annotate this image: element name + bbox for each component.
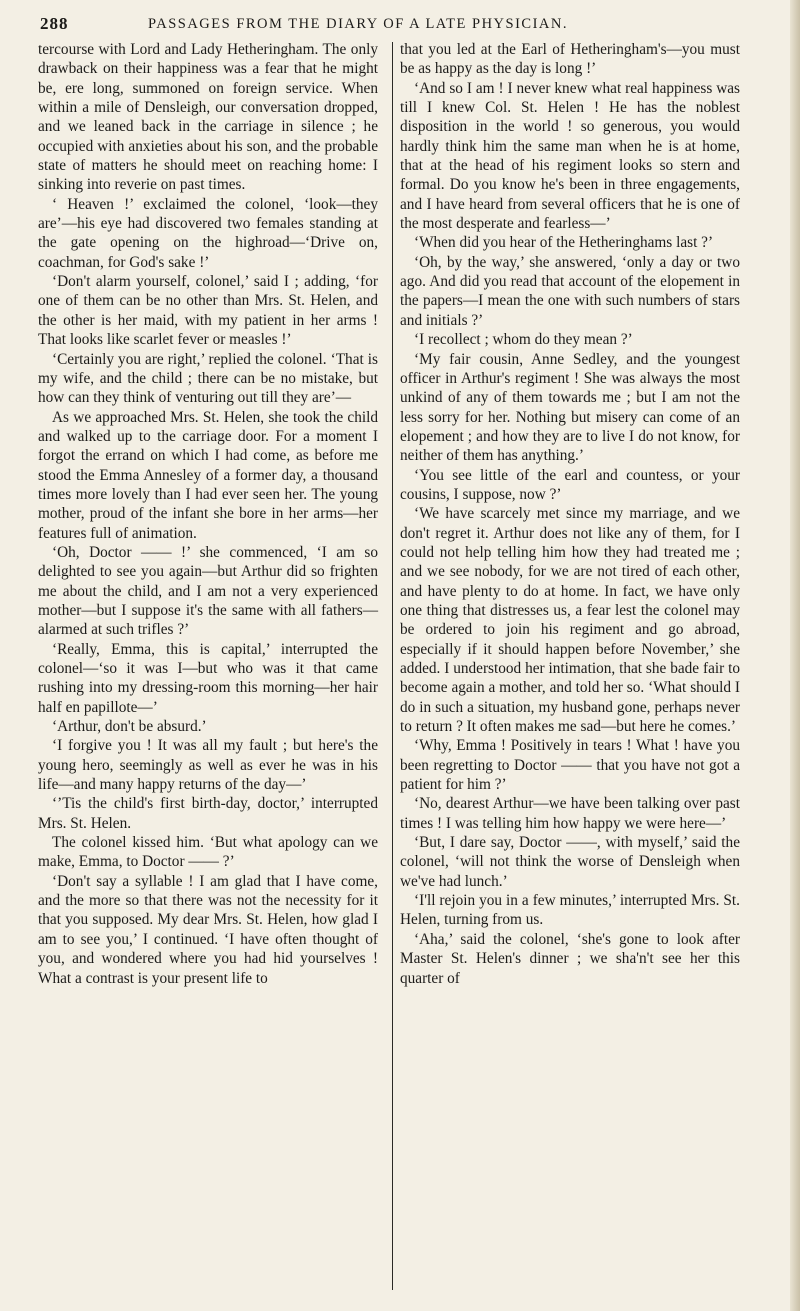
paragraph: ‘My fair cousin, Anne Sedley, and the youngest officer in Arthur's regiment ! She was always the most unkind of any of them towards me ; but I am not the less sorry for her. Nothing but misery can come of an elopement ; and how they are to live I do not know, for neither of them has anything.’ xyxy=(400,350,740,465)
paragraph: tercourse with Lord and Lady Hetheringham. The only drawback on their happiness was a fear that he might be, ere long, summoned on foreign service. When within a mile of Densleigh, our conversation dropped, and we leaned back in the carriage in silence ; he occupied with anxieties about his son, and the probable state of matters he should meet on reaching home: I sinking into reverie on past times. xyxy=(38,41,378,194)
paragraph: ‘I recollect ; whom do they mean ?’ xyxy=(414,331,633,349)
paragraph: ‘Oh, by the way,’ she answered, ‘only a day or two ago. And did you read that account of the elopement in the papers—I mean the one with such numbers of stars and initials ?’ xyxy=(400,253,740,329)
paragraph: ‘Certainly you are right,’ replied the colonel. ‘That is my wife, and the child ; there can be no mistake, but how can they think of venturing out till they are’— xyxy=(38,350,378,407)
paragraph: ‘We have scarcely met since my marriage, and we don't regret it. Arthur does not like any of them, for I could not help telling him how they had treated me ; and we see nobody, for we are not tired of each other, and have plenty to do at home. In fact, we have only one thing that distresses us, a fear lest the colonel may be ordered to join his regiment and go abroad, especially if it should happen before November,’ she added. I understood her intimation, that she bade fair to become again a mother, and told her so. ‘What should I do in such a situation, my husband gone, perhaps never to return ? It often makes me sad—but here he comes.’ xyxy=(400,505,740,736)
paragraph: ‘ Heaven !’ exclaimed the colonel, ‘look—they are’—his eye had discovered two females standing at the gate opening on the highroad—‘Drive on, coachman, for God's sake !’ xyxy=(38,195,378,271)
left-column xyxy=(38,40,378,988)
paragraph: ‘I'll rejoin you in a few minutes,’ interrupted Mrs. St. Helen, turning from us. xyxy=(400,892,740,929)
column-divider xyxy=(392,42,393,1290)
paragraph: ‘Aha,’ said the colonel, ‘she's gone to look after Master St. Helen's dinner ; we sha'n't see her this quarter of xyxy=(400,930,740,987)
paragraph: ‘But, I dare say, Doctor ——, with myself,’ said the colonel, ‘will not think the worse of Densleigh when we've had lunch.’ xyxy=(400,834,740,890)
paragraph: ‘’Tis the child's first birth-day, doctor,’ interrupted Mrs. St. Helen. xyxy=(38,795,378,832)
paragraph: ‘You see little of the earl and countess, or your cousins, I suppose, now ?’ xyxy=(400,466,740,503)
paragraph: ‘And so I am ! I never knew what real happiness was till I knew Col. St. Helen ! He has the noblest disposition in the world ! so generous, you would hardly think him the same man when he is at home, that at the head of his regiment looks so stern and formal. Do you know he's been in three engagements, and I have heard from several officers that he is one of the most desperate and fearless—’ xyxy=(400,79,740,233)
paragraph: that you led at the Earl of Hetheringham's—you must be as happy as the day is long !’ xyxy=(400,41,740,78)
paragraph: ‘When did you hear of the Hetheringhams last ?’ xyxy=(414,234,714,252)
paragraph: ‘Don't alarm yourself, colonel,’ said I ; adding, ‘for one of them can be no other than Mrs. St. Helen, and the other is her maid, with my patient in her arms ! That looks like scarlet fever or measles !’ xyxy=(38,273,378,349)
paragraph: ‘Why, Emma ! Positively in tears ! What ! have you been regretting to Doctor —— that you have not got a patient for him ?’ xyxy=(400,737,740,794)
paragraph: ‘I forgive you ! It was all my fault ; but here's the young hero, seemingly as well as ever he was in his life—and many happy returns of the day—’ xyxy=(38,737,378,794)
paragraph: As we approached Mrs. St. Helen, she took the child and walked up to the carriage door. For a moment I forgot the errand on which I had come, as before me stood the Emma Annesley of a former day, a thousand times more lovely than I had ever seen her. The young mother, proud of the infant she bore in her arms—her features full of animation. xyxy=(38,408,378,542)
page-number: 288 xyxy=(40,14,69,33)
paragraph: ‘Oh, Doctor —— !’ she commenced, ‘I am so delighted to see you again—but Arthur did so frighten me about the child, and I am not a very experienced mother—but I suppose it's the same with all fathers—alarmed at such trifles ?’ xyxy=(38,543,378,639)
paragraph: The colonel kissed him. ‘But what apology can we make, Emma, to Doctor —— ?’ xyxy=(38,834,378,871)
paragraph: ‘No, dearest Arthur—we have been talking over past times ! I was telling him how happy we were here—’ xyxy=(400,795,740,832)
paragraph: ‘Arthur, don't be absurd.’ xyxy=(52,718,207,736)
right-column xyxy=(400,40,740,988)
page-header xyxy=(40,8,780,34)
paragraph: ‘Really, Emma, this is capital,’ interrupted the colonel—‘so it was I—but who was it that came rushing into my dressing-room this morning—her hair half en papillote—’ xyxy=(38,640,378,716)
paragraph: ‘Don't say a syllable ! I am glad that I have come, and the more so that there was not the necessity for it that you supposed. My dear Mrs. St. Helen, how glad I am to see you,’ I continued. ‘I have often thought of you, and wondered where you had hid yourselves ! What a contrast is your present life to xyxy=(38,872,378,987)
running-title: PASSAGES FROM THE DIARY OF A LATE PHYSICIAN. xyxy=(148,16,568,32)
page-edge xyxy=(790,0,800,1311)
